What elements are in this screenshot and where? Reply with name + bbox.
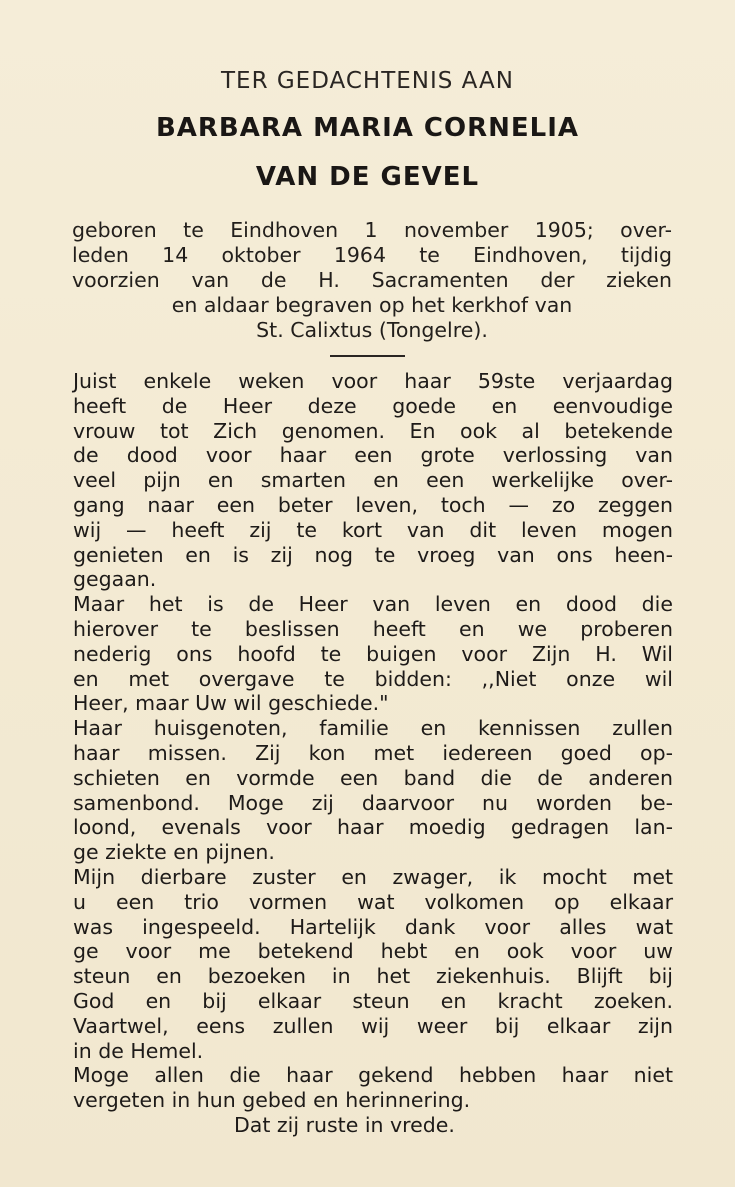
memorial-line: loond, evenals voor haar moedig gedragen lan- (73, 815, 673, 840)
memorial-line: haar missen. Zij kon met iedereen goed op- (73, 740, 673, 765)
birth-death-paragraph (72, 218, 672, 343)
memorial-line: heeft de Heer deze goede en eenvoudige (73, 393, 673, 418)
deceased-surname: VAN DE GEVEL (255, 162, 480, 192)
birth-death-line: St. Calixtus (Tongelre). (256, 318, 488, 342)
memorial-line: genieten en is zij nog te vroeg van ons heen- (73, 542, 673, 567)
in-memory-heading: TER GEDACHTENIS AAN (220, 68, 514, 94)
memorial-line: schieten en vormde een band die de anderen (73, 765, 673, 790)
memorial-text (73, 369, 673, 1138)
memorial-line: was ingespeeld. Hartelijk dank voor alles wat (73, 914, 673, 939)
birth-death-line: voorzien van de H. Sacramenten der zieken (72, 268, 672, 292)
memorial-line: Juist enkele weken voor haar 59ste verjaardag (73, 369, 673, 393)
memorial-line: hierover te beslissen heeft en we proberen (73, 616, 673, 641)
memorial-line: in de Hemel. (73, 1038, 204, 1063)
birth-death-line: geboren te Eindhoven 1 november 1905; over- (72, 218, 672, 242)
memorial-line: gegaan. (73, 567, 157, 592)
divider-rule (330, 355, 405, 357)
memorial-line: de dood voor haar een grote verlossing van (73, 443, 673, 468)
memorial-line: Heer, maar Uw wil geschiede." (73, 691, 389, 716)
memorial-line: gang naar een beter leven, toch — zo zeggen (73, 492, 673, 517)
birth-death-line: en aldaar begraven op het kerkhof van (171, 293, 573, 317)
deceased-given-names: BARBARA MARIA CORNELIA (155, 113, 580, 143)
memorial-line: veel pijn en smarten en een werkelijke over- (73, 468, 673, 493)
memorial-line: Haar huisgenoten, familie en kennissen zullen (73, 716, 673, 741)
memorial-line: steun en bezoeken in het ziekenhuis. Blijft bij (73, 964, 673, 989)
closing-line: Dat zij ruste in vrede. (234, 1112, 455, 1137)
memorial-line: vergeten in hun gebed en herinnering. (73, 1088, 471, 1113)
memorial-line: wij — heeft zij te kort van dit leven mogen (73, 517, 673, 542)
memorial-line: samenbond. Moge zij daarvoor nu worden be- (73, 790, 673, 815)
memorial-line: Maar het is de Heer van leven en dood die (73, 592, 673, 617)
memorial-line: ge voor me betekend hebt en ook voor uw (73, 939, 673, 964)
memorial-line: ge ziekte en pijnen. (73, 840, 275, 865)
memorial-line: Mijn dierbare zuster en zwager, ik mocht met (73, 864, 673, 889)
memorial-line: nederig ons hoofd te buigen voor Zijn H. Wil (73, 641, 673, 666)
memorial-line: u een trio vormen wat volkomen op elkaar (73, 889, 673, 914)
memorial-line: God en bij elkaar steun en kracht zoeken. (73, 988, 673, 1013)
memorial-line: en met overgave te bidden: ,,Niet onze wil (73, 666, 673, 691)
birth-death-line: leden 14 oktober 1964 te Eindhoven, tijdig (72, 243, 672, 267)
memorial-line: Vaartwel, eens zullen wij weer bij elkaar zijn (73, 1013, 673, 1038)
memorial-line: vrouw tot Zich genomen. En ook al betekende (73, 418, 673, 443)
memorial-line: Moge allen die haar gekend hebben haar niet (73, 1063, 673, 1088)
